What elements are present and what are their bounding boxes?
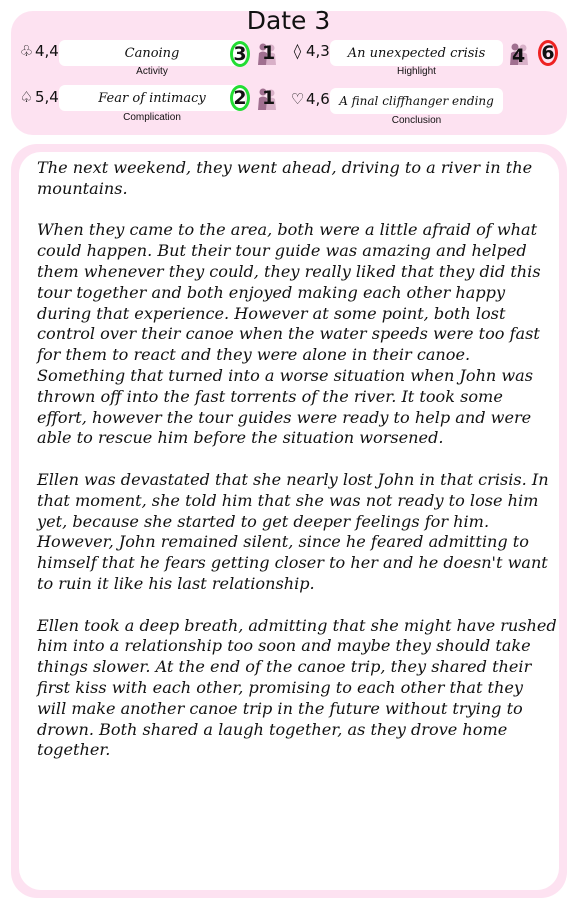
story-paragraph: Ellen took a deep breath, admitting that she might have rushed him into a relationship too soon and maybe they should take things slower. At the end of the canoe trip, they shared their first kiss with each other, promising to each other that they will make another canoe trip in the future without trying to drown. Both shared a laugh together, as they drove home together.	[37, 615, 557, 760]
highlight-count: 4	[512, 45, 526, 67]
highlight-card-code	[290, 42, 330, 60]
spade-suit-icon: ♤	[19, 88, 34, 106]
activity-label: Activity	[136, 66, 168, 77]
story-paragraph: Ellen was devastated that she nearly lost John in that crisis. In that moment, she told him that she was not ready to lose him yet, because she started to get deeper feelings for him. However, John remained silent, since he feared admitting to himself that he fears getting closer to her and he doesn't want to ruin it like his last relationship.	[37, 469, 549, 593]
complication-count: 1	[262, 87, 276, 109]
complication-label: Complication	[123, 112, 181, 123]
highlight-field[interactable]: An unexpected crisis	[330, 40, 503, 66]
activity-score-badge: 3	[230, 41, 250, 67]
complication-card-code	[19, 88, 59, 106]
highlight-score-badge: 6	[538, 40, 558, 66]
club-suit-icon: ♧	[19, 42, 34, 60]
complication-score-badge: 2	[230, 85, 250, 111]
activity-card-value: 4,4	[35, 42, 59, 60]
complication-card-value: 5,4	[35, 88, 59, 106]
activity-field[interactable]: Canoing	[59, 40, 245, 66]
slot-row-2	[0, 82, 577, 142]
conclusion-card-value: 4,6	[306, 90, 330, 108]
complication-field[interactable]: Fear of intimacy	[59, 85, 245, 111]
story-text	[37, 158, 557, 782]
story-paragraph: When they came to the area, both were a little afraid of what could happen. But their tour guide was amazing and helped them whenever they could, they really liked that they did this tour together and both enjoyed making each other happy during that experience. However at some point, both lost control over their canoe when the water speeds were too fast for them to react and they were alone in their canoe. Something that turned into a worse situation when John was thrown off into the fast torrents of the river. It took some effort, however the tour guides were ready to help and were able to rescue him before the situation worsened.	[37, 220, 541, 448]
diamond-suit-icon: ◊	[293, 42, 302, 60]
highlight-label: Highlight	[397, 66, 436, 77]
story-paragraph: The next weekend, they went ahead, driving to a river in the mountains.	[37, 158, 533, 198]
conclusion-field[interactable]: A final cliffhanger ending	[330, 88, 503, 114]
conclusion-card-code	[290, 90, 330, 108]
conclusion-label: Conclusion	[391, 115, 442, 126]
activity-count: 1	[262, 42, 276, 64]
highlight-card-value: 4,3	[306, 42, 330, 60]
heart-suit-icon: ♡	[290, 90, 305, 108]
activity-card-code	[19, 42, 59, 60]
page-title: Date 3	[246, 6, 331, 35]
